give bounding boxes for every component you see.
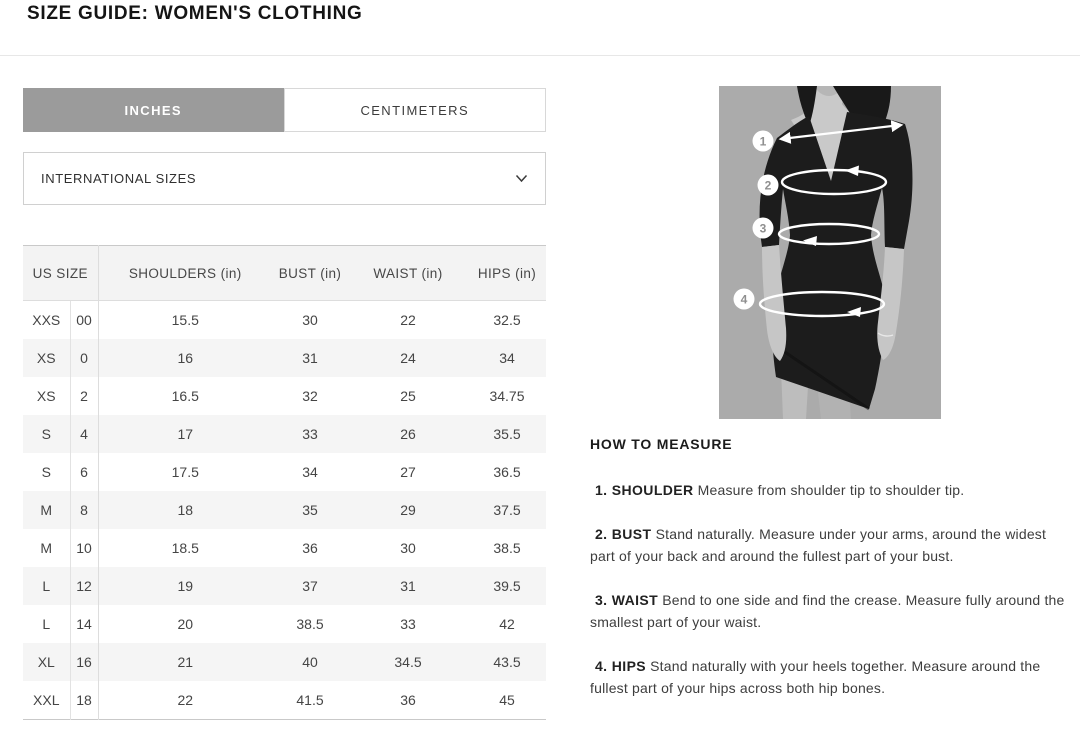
column-header-bust: BUST (in) [272,246,348,301]
table-row [23,377,546,415]
shoulders-cell: 18 [177,502,194,518]
how-to-measure-heading: HOW TO MEASURE [590,436,733,452]
us-size-cell: 18 [70,681,98,720]
waist-cell: 29 [400,502,416,518]
waist-cell: 36 [400,692,416,708]
us-size-cell: 16 [70,643,98,681]
measure-item: 4. HIPS Stand naturally with your heels together. Measure around the fullest part of your hips across both hip bones. [590,658,1041,696]
table-row [23,605,546,643]
column-header-shoulders: SHOULDERS (in) [98,246,272,301]
us-size-cell: 12 [70,567,98,605]
shoulders-cell: 21 [177,654,194,670]
marker-1-label: 1 [759,134,767,149]
hips-cell: 38.5 [493,540,521,556]
size-table-body [23,301,546,720]
page-title: SIZE GUIDE: WOMEN'S CLOTHING [27,3,363,24]
size-letter-cell: L [23,567,70,605]
bust-cell: 38.5 [296,616,324,632]
unit-tabs [23,88,546,132]
hips-cell: 34 [499,350,515,366]
marker-3-label: 3 [759,221,767,236]
table-row [23,567,546,605]
bust-cell: 30 [302,312,318,328]
tab-inches[interactable]: INCHES [23,88,284,132]
table-row [23,529,546,567]
waist-cell: 26 [400,426,416,442]
hips-cell: 36.5 [493,464,521,480]
us-size-cell: 4 [70,415,98,453]
measure-item-label: 3. WAIST [595,592,659,608]
size-letter-cell: L [23,605,70,643]
marker-4-label: 4 [740,292,748,307]
shoulders-cell: 18.5 [171,540,199,556]
bust-cell: 37 [302,578,318,594]
hips-cell: 43.5 [493,654,521,670]
hips-cell: 37.5 [493,502,521,518]
hips-cell: 32.5 [493,312,521,328]
bust-cell: 41.5 [296,692,324,708]
waist-cell: 27 [400,464,416,480]
hips-cell: 34.75 [489,388,525,404]
us-size-cell: 0 [70,339,98,377]
us-size-cell: 14 [70,605,98,643]
measure-item: 2. BUST Stand naturally. Measure under your arms, around the widest part of your back and around the fullest part of your bust. [590,526,1047,564]
hips-cell: 39.5 [493,578,521,594]
size-letter-cell: S [23,453,70,491]
measure-item: 3. WAIST Bend to one side and find the crease. Measure fully around the smallest part of your waist. [590,592,1065,630]
shoulders-cell: 17.5 [171,464,199,480]
table-header-row [23,246,546,301]
shoulders-cell: 16 [177,350,194,366]
waist-cell: 24 [400,350,416,366]
hips-cell: 45 [499,692,515,708]
us-size-cell: 2 [70,377,98,415]
hips-cell: 42 [499,616,515,632]
size-letter-cell: XXL [23,681,70,720]
bust-cell: 36 [302,540,318,556]
waist-cell: 34.5 [394,654,422,670]
table-row [23,491,546,529]
measure-item-label: 4. HIPS [595,658,647,674]
tab-centimeters[interactable]: CENTIMETERS [284,88,547,132]
table-row [23,301,546,340]
waist-cell: 22 [400,312,416,328]
table-row [23,453,546,491]
size-letter-cell: XL [23,643,70,681]
shoulders-cell: 22 [177,692,194,708]
size-letter-cell: XXS [23,301,70,340]
dropdown-label: INTERNATIONAL SIZES [41,171,197,186]
how-to-measure-section [590,436,1068,721]
waist-cell: 25 [400,388,416,404]
measure-list [590,479,1068,699]
measure-item-label: 2. BUST [595,526,652,542]
table-row [23,643,546,681]
measurement-figure [719,86,941,419]
us-size-cell: 00 [70,301,98,340]
bust-cell: 33 [302,426,318,442]
waist-cell: 30 [400,540,416,556]
measure-item-label: 1. SHOULDER [595,482,694,498]
table-row [23,339,546,377]
table-row [23,681,546,720]
waist-cell: 33 [400,616,416,632]
column-header-hips: HIPS (in) [468,246,546,301]
column-header-waist: WAIST (in) [348,246,468,301]
size-letter-cell: S [23,415,70,453]
shoulders-cell: 16.5 [171,388,199,404]
waist-cell: 31 [400,578,416,594]
size-letter-cell: M [23,529,70,567]
bust-cell: 31 [302,350,318,366]
marker-2-label: 2 [764,178,772,193]
size-table [23,245,546,720]
bust-cell: 32 [302,388,318,404]
measure-item: 1. SHOULDER Measure from shoulder tip to shoulder tip. [595,482,965,498]
shoulders-cell: 20 [177,616,194,632]
us-size-cell: 6 [70,453,98,491]
hips-cell: 35.5 [493,426,521,442]
shoulders-cell: 17 [177,426,194,442]
measurement-figure-image [719,86,941,419]
international-sizes-dropdown[interactable] [23,152,546,205]
size-letter-cell: XS [23,377,70,415]
size-letter-cell: M [23,491,70,529]
chevron-down-icon [515,174,528,183]
column-header-us-size: US SIZE [23,246,98,301]
shoulders-cell: 19 [177,578,194,594]
bust-cell: 34 [302,464,318,480]
shoulders-cell: 15.5 [171,312,199,328]
us-size-cell: 8 [70,491,98,529]
size-letter-cell: XS [23,339,70,377]
bust-cell: 40 [302,654,318,670]
bust-cell: 35 [302,502,318,518]
header-divider [0,55,1080,56]
table-row [23,415,546,453]
us-size-cell: 10 [70,529,98,567]
